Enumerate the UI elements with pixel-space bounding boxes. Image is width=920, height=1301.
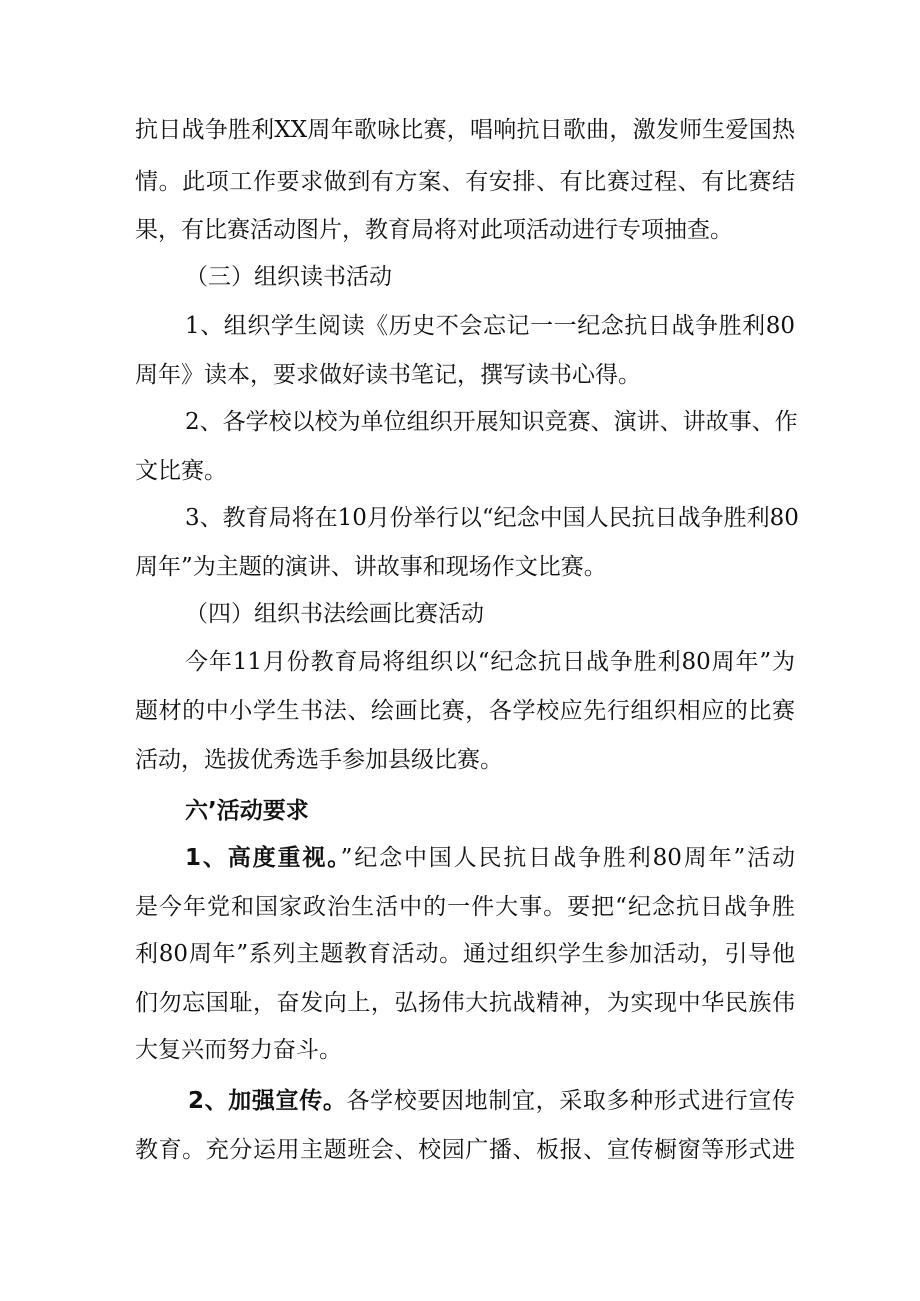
paragraph-line: 周年”为主题的演讲、讲故事和现场作文比赛。 xyxy=(135,554,607,580)
paragraph-line: 2、各学校以校为单位组织开展知识竞赛、演讲、讲故事、作 xyxy=(185,409,798,435)
section-heading: （三）组织读书活动 xyxy=(185,264,392,290)
item-text: ”纪念中国人民抗日战争胜利80周年”活动 xyxy=(340,845,795,871)
paragraph-line: 是今年党和国家政治生活中的一件大事。要把“纪念抗日战争胜 xyxy=(135,894,795,920)
paragraph-line: 利80周年”系列主题教育活动。通过组织学生参加活动，引导他 xyxy=(135,941,795,967)
paragraph-line: 周年》读本，要求做好读书笔记，撰写读书心得。 xyxy=(135,362,641,388)
paragraph-line: 文比赛。 xyxy=(135,458,227,484)
paragraph-line: 今年11月份教育局将组织以“纪念抗日战争胜利80周年”为 xyxy=(185,649,795,675)
paragraph-line: 教育。充分运用主题班会、校园广播、板报、宣传橱窗等形式进 xyxy=(135,1137,795,1163)
paragraph-line: 大复兴而努力奋斗。 xyxy=(135,1037,342,1063)
chapter-heading: 六’活动要求 xyxy=(185,798,309,824)
paragraph-line: 抗日战争胜利XX周年歌咏比赛，唱响抗日歌曲，激发师生爱国热 xyxy=(135,117,795,143)
paragraph-line: 情。此项工作要求做到有方案、有安排、有比赛过程、有比赛结 xyxy=(135,169,795,195)
item-lead: 2、加强宣传。 xyxy=(188,1088,347,1114)
paragraph-line: 活动，选拔优秀选手参加县级比赛。 xyxy=(135,747,503,773)
paragraph-line: 3、教育局将在10月份举行以“纪念中国人民抗日战争胜利80 xyxy=(185,505,799,531)
paragraph-line: 1、组织学生阅读《历史不会忘记一一纪念抗日战争胜利80 xyxy=(185,313,795,339)
section-heading: （四）组织书法绘画比赛活动 xyxy=(185,601,484,627)
item-line xyxy=(185,840,795,876)
paragraph-line: 题材的中小学生书法、绘画比赛，各学校应先行组织相应的比赛 xyxy=(135,698,795,724)
paragraph-line: 们勿忘国耻，奋发向上，弘扬伟大抗战精神，为实现中华民族伟 xyxy=(135,990,795,1016)
item-text: 各学校要因地制宜，采取多种形式进行宣传 xyxy=(346,1088,795,1114)
item-line xyxy=(188,1083,795,1119)
paragraph-line: 果，有比赛活动图片，教育局将对此项活动进行专项抽查。 xyxy=(135,217,733,243)
item-lead: 1、高度重视。 xyxy=(185,845,341,871)
